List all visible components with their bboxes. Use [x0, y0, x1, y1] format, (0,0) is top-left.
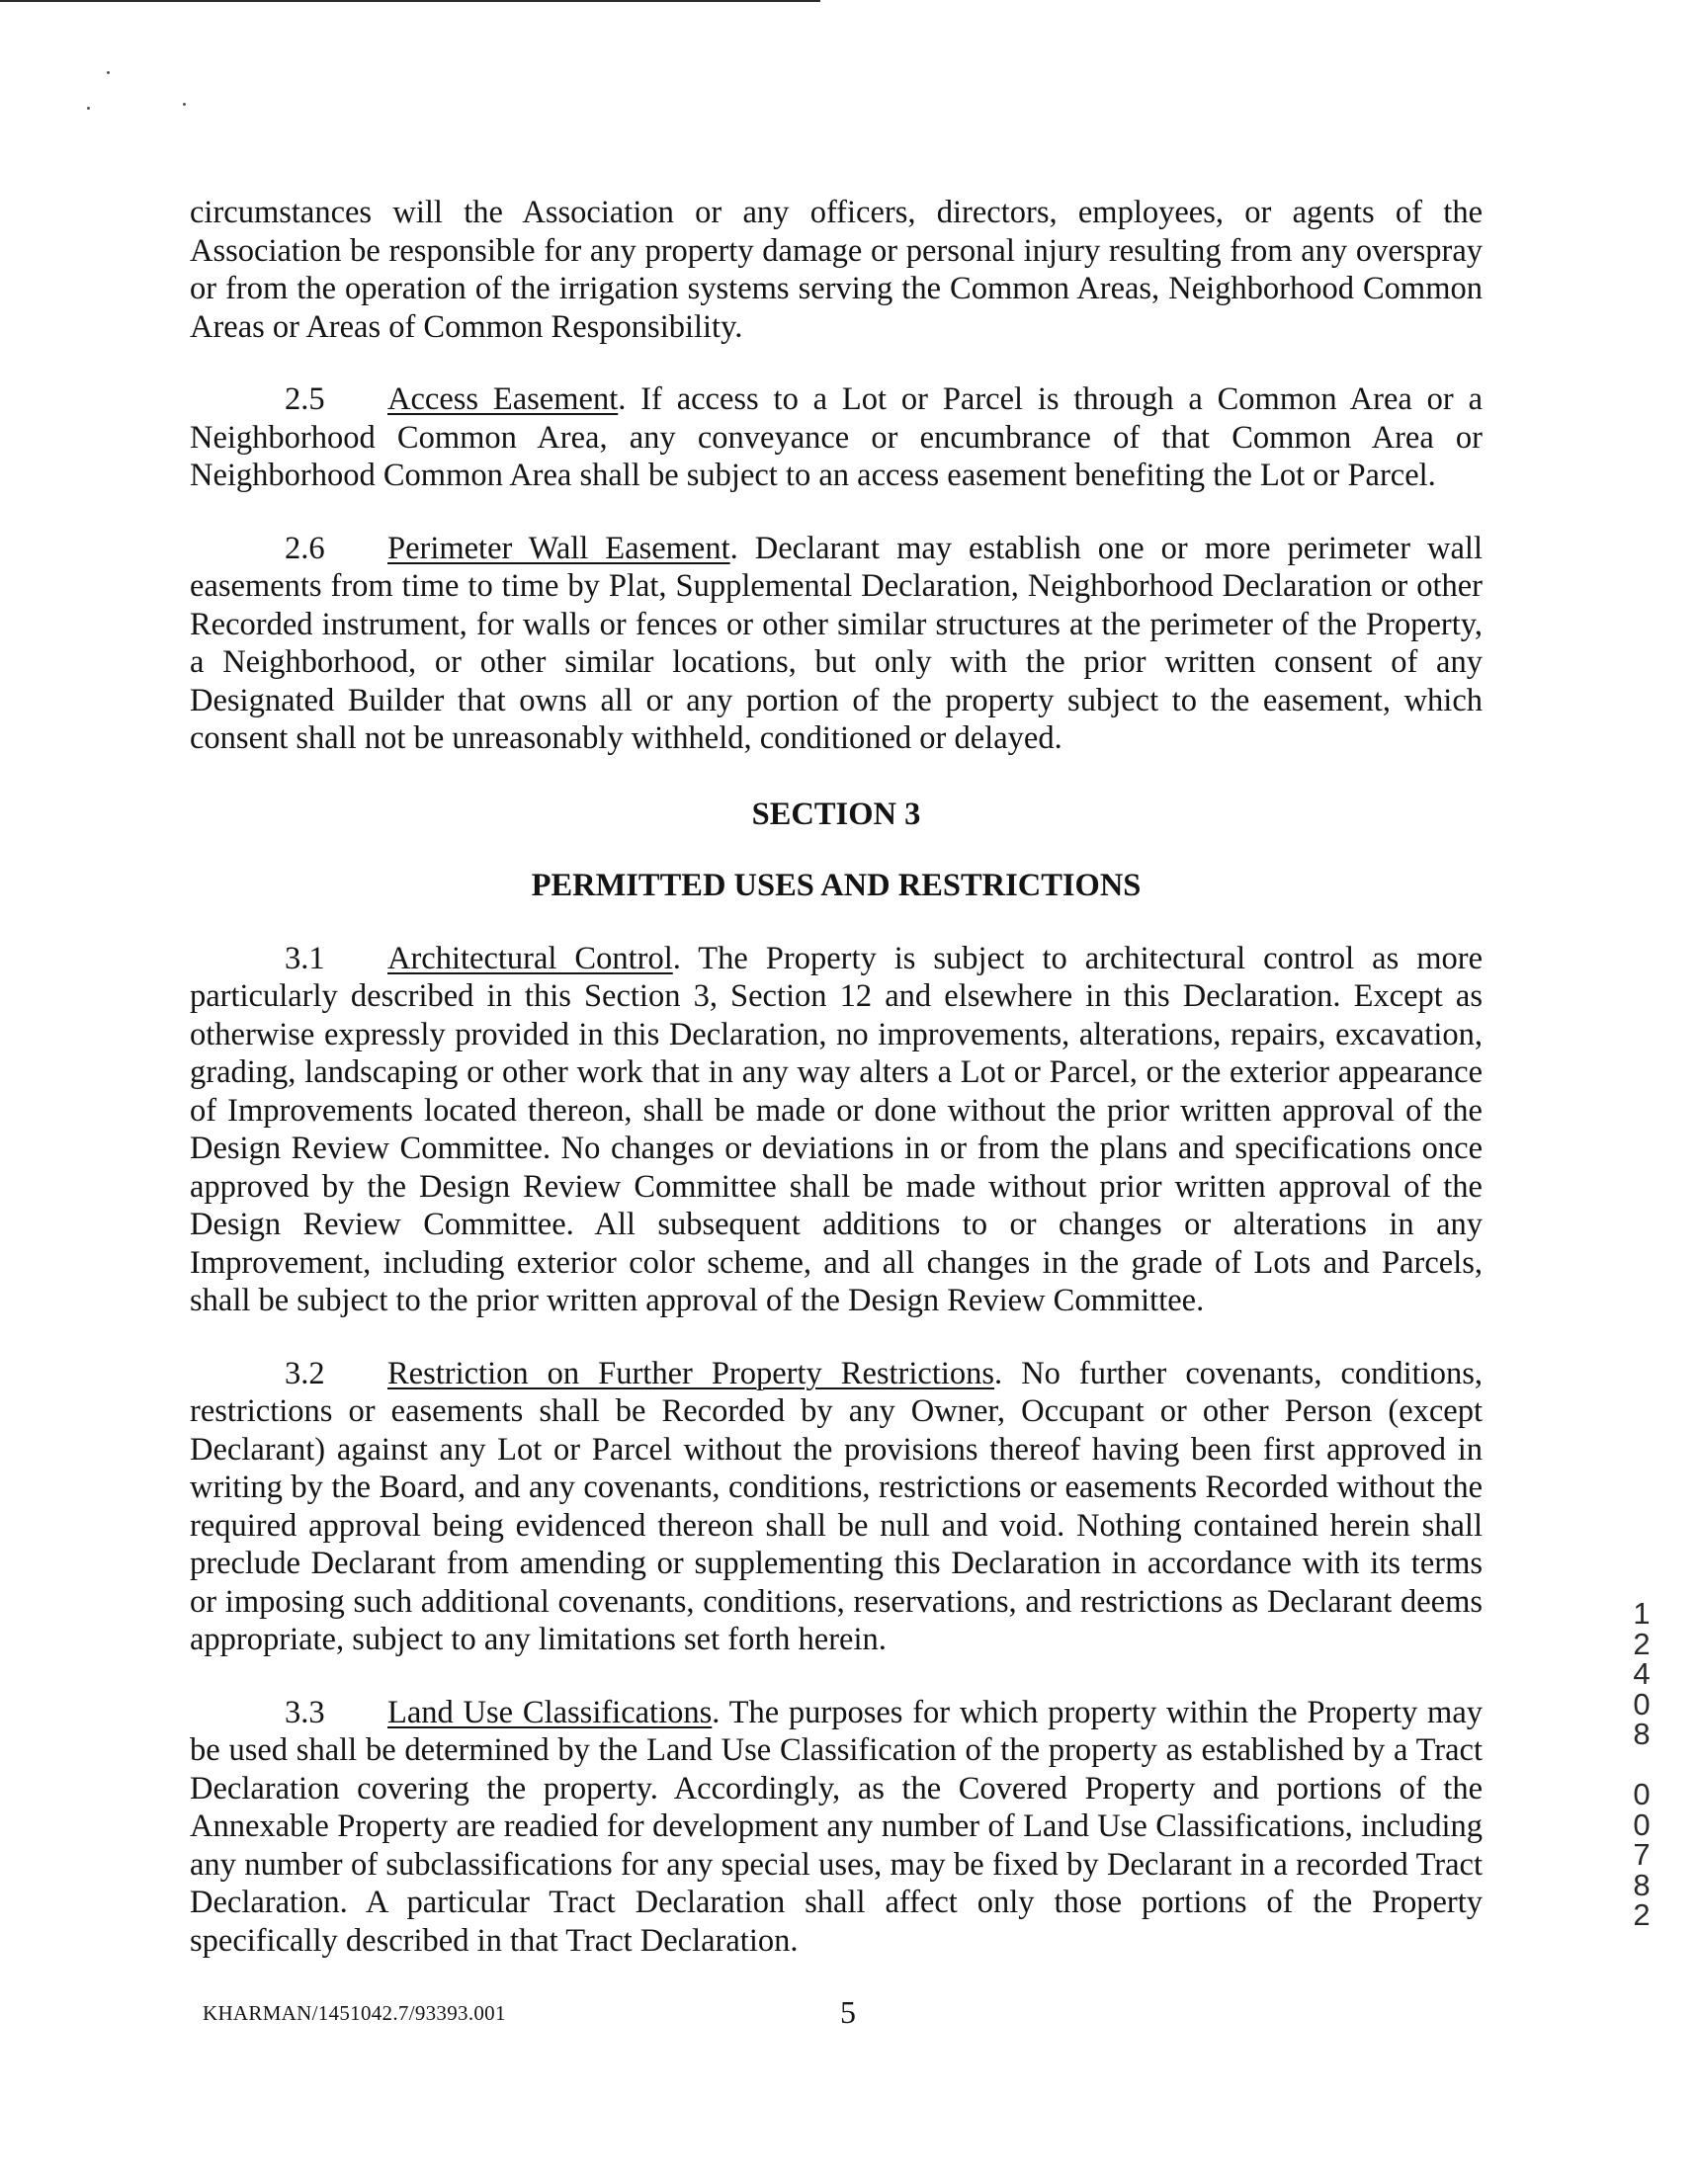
clause-2-5: [190, 380, 1483, 495]
clause-number: 3.3: [285, 1694, 325, 1730]
clause-text: . No further covenants, conditions, restrictions or easements shall be Recorded by any Owner, Occupant or other Person (except Declarant) against any Lot or Parcel without the provisions thereof having been first approved in writing by the Board, and any covenants, conditions, restrictions or easements Recorded without the required approval being evidenced thereon shall be null and void. Nothing contained herein shall preclude Declarant from amending or supplementing this Declaration in accordance with its terms or imposing such additional covenants, conditions, reservations, and restrictions as Declarant deems appropriate, subject to any limitations set forth herein.: [190, 1355, 1483, 1657]
clause-title: Access Easement: [387, 381, 619, 417]
page-number: 5: [840, 1994, 856, 2030]
clause-2-6: [190, 530, 1483, 758]
clause-text: . Declarant may establish one or more perimeter wall easements from time to time by Plat, Supplemental Declaration, Neighborhood Declaration or other Recorded instrument, for walls or fences or other similar structures at the perimeter of the Property, a Neighborhood, or other similar locations, but only with the prior written consent of any Designated Builder that owns all or any portion of the property subject to the easement, which consent shall not be unreasonably withheld, conditioned or delayed.: [190, 530, 1483, 756]
section-heading: SECTION 3: [751, 796, 921, 832]
continuation-paragraph: circumstances will the Association or any officers, directors, employees, or agents of the Association be responsible for any property damage or personal injury resulting from any overspray or from the operation of the irrigation systems serving the Common Areas, Neighborhood Common Areas or Areas of Common Responsibility.: [190, 195, 1483, 345]
section-title: PERMITTED USES AND RESTRICTIONS: [531, 867, 1142, 903]
scan-speck: [87, 107, 90, 110]
clause-number: 3.2: [285, 1355, 325, 1391]
clause-number: 2.5: [285, 381, 325, 417]
scan-speck: [183, 103, 186, 106]
scan-speck: [107, 71, 110, 74]
clause-3-3: [190, 1694, 1483, 1961]
clause-number: 3.1: [285, 940, 325, 976]
clause-text: . If access to a Lot or Parcel is through a Common Area or a Neighborhood Common Area, any conveyance or encumbrance of that Common Area or Neighborhood Common Area shall be subject to an access easement benefiting the Lot or Parcel.: [190, 381, 1483, 493]
clause-number: 2.6: [285, 530, 325, 566]
scan-top-rule: [0, 0, 820, 2]
clause-title: Land Use Classifications: [387, 1694, 713, 1730]
clause-title: Restriction on Further Property Restrictions: [387, 1355, 995, 1391]
clause-text: . The purposes for which property within the Property may be used shall be determined by the Land Use Classification of the property as established by a Tract Declaration covering the property. Accordingly, as the Covered Property and portions of the Annexable Property are readied for development any number of Land Use Classifications, including any number of subclassifications for any special uses, may be fixed by Declarant in a recorded Tract Declaration. A particular Tract Declaration shall affect only those portions of the Property specifically described in that Tract Declaration.: [190, 1694, 1483, 1959]
document-body: [190, 194, 1483, 1960]
recording-number-stamp: 1 2 4 0 8 0 0 7 8 2: [1633, 1596, 1651, 1932]
clause-title: Architectural Control: [387, 940, 673, 976]
clause-title: Perimeter Wall Easement: [387, 530, 730, 566]
clause-3-1: [190, 940, 1483, 1320]
clause-3-2: [190, 1355, 1483, 1659]
document-code: KHARMAN/1451042.7/93393.001: [203, 2001, 506, 2025]
clause-text: . The Property is subject to architectural control as more particularly described in this Section 3, Section 12 and elsewhere in this Declaration. Except as otherwise expressly provided in this Declaration, no improvements, alterations, repairs, excavation, grading, landscaping or other work that in any way alters a Lot or Parcel, or the exterior appearance of Improvements located thereon, shall be made or done without the prior written approval of the Design Review Committee. No changes or deviations in or from the plans and specifications once approved by the Design Review Committee shall be made without prior written approval of the Design Review Committee. All subsequent additions to or changes or alterations in any Improvement, including exterior color scheme, and all changes in the grade of Lots and Parcels, shall be subject to the prior written approval of the Design Review Committee.: [190, 940, 1483, 1318]
